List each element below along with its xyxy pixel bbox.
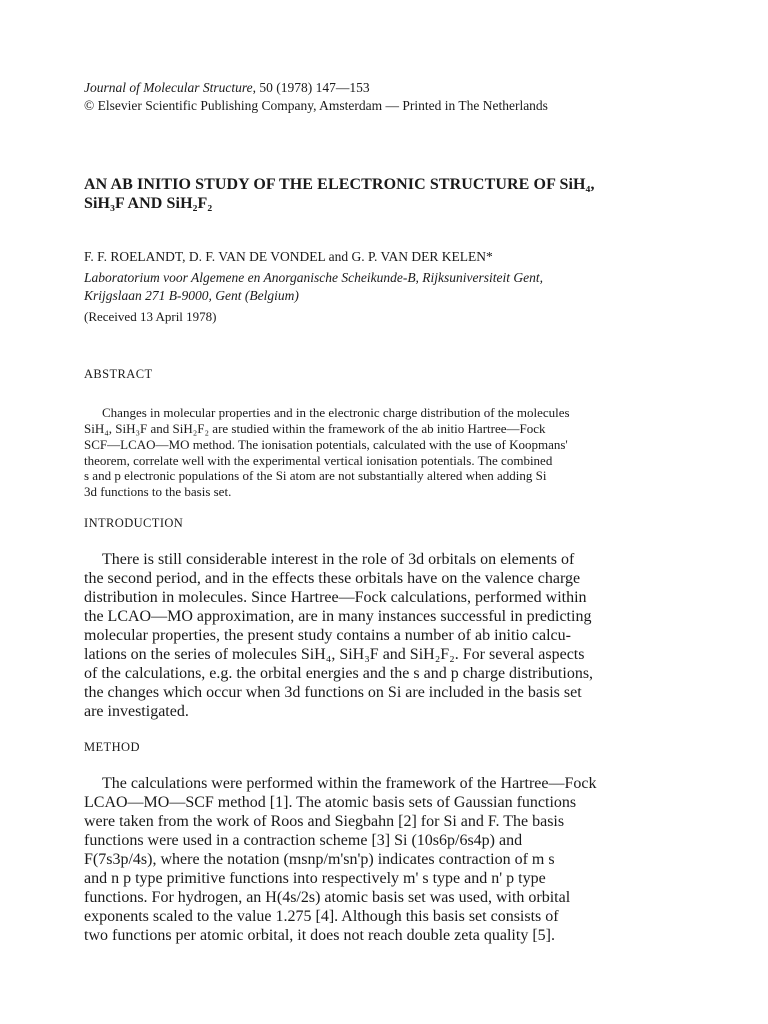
abstract-line: theorem, correlate well with the experimental vertical ionisation potentials. The combined bbox=[84, 453, 553, 468]
affiliation-line-1: Laboratorium voor Algemene en Anorganische Scheikunde-B, Rijksuniversiteit Gent, bbox=[84, 270, 544, 285]
method-line: LCAO—MO—SCF method [1]. The atomic basis sets of Gaussian functions bbox=[84, 794, 577, 811]
method-heading: METHOD bbox=[84, 740, 140, 754]
method-line: F(7s3p/4s), where the notation (msnp/m'sn'p) indicates contraction of m s bbox=[84, 851, 555, 868]
received-date: (Received 13 April 1978) bbox=[84, 309, 217, 324]
abstract-line: SiH₄, SiH₃F and SiH₂F₂ are studied within the framework of the ab initio Hartree—Fock bbox=[84, 421, 546, 436]
paper-title-line-2: SiH₃F AND SiH₂F₂ bbox=[84, 195, 213, 212]
introduction-line: distribution in molecules. Since Hartree—Fock calculations, performed within bbox=[84, 589, 587, 606]
method-line: two functions per atomic orbital, it does not reach double zeta quality [5]. bbox=[84, 927, 555, 944]
method-line: and n p type primitive functions into respectively m' s type and n' p type bbox=[84, 870, 546, 887]
copyright-line: © Elsevier Scientific Publishing Company, Amsterdam — Printed in The Netherlands bbox=[84, 98, 548, 113]
abstract-line: SCF—LCAO—MO method. The ionisation potentials, calculated with the use of Koopmans' bbox=[84, 437, 568, 452]
abstract-line: s and p electronic populations of the Si atom are not substantially altered when adding Si bbox=[84, 468, 547, 483]
journal-citation bbox=[84, 80, 370, 96]
method-line: The calculations were performed within the framework of the Hartree—Fock bbox=[102, 775, 597, 792]
abstract-line: 3d functions to the basis set. bbox=[84, 484, 232, 499]
introduction-line: the LCAO—MO approximation, are in many instances successful in predicting bbox=[84, 608, 592, 625]
paper-title-line-1: AN AB INITIO STUDY OF THE ELECTRONIC STRUCTURE OF SiH₄, bbox=[84, 176, 595, 193]
method-line: exponents scaled to the value 1.275 [4]. Although this basis set consists of bbox=[84, 908, 559, 925]
journal-name: Journal of Molecular Structure bbox=[84, 80, 253, 95]
affiliation-line-2: Krijgslaan 271 B-9000, Gent (Belgium) bbox=[84, 288, 299, 303]
abstract-line: Changes in molecular properties and in the electronic charge distribution of the molecules bbox=[102, 405, 570, 420]
introduction-line: the changes which occur when 3d functions on Si are included in the basis set bbox=[84, 684, 582, 701]
introduction-line: of the calculations, e.g. the orbital energies and the s and p charge distributions, bbox=[84, 665, 594, 682]
introduction-line: are investigated. bbox=[84, 703, 189, 720]
journal-volume-pages: , 50 (1978) 147—153 bbox=[252, 80, 370, 95]
method-line: functions. For hydrogen, an H(4s/2s) atomic basis set was used, with orbital bbox=[84, 889, 571, 906]
introduction-line: the second period, and in the effects these orbitals have on the valence charge bbox=[84, 570, 581, 587]
introduction-heading: INTRODUCTION bbox=[84, 516, 184, 530]
introduction-line: There is still considerable interest in the role of 3d orbitals on elements of bbox=[102, 551, 575, 568]
introduction-line: lations on the series of molecules SiH₄, SiH₃F and SiH₂F₂. For several aspects bbox=[84, 646, 585, 663]
author-list: F. F. ROELANDT, D. F. VAN DE VONDEL and G. P. VAN DER KELEN* bbox=[84, 249, 493, 264]
introduction-line: molecular properties, the present study contains a number of ab initio calcu- bbox=[84, 627, 571, 644]
method-line: functions were used in a contraction scheme [3] Si (10s6p/6s4p) and bbox=[84, 832, 523, 849]
abstract-heading: ABSTRACT bbox=[84, 367, 153, 381]
method-line: were taken from the work of Roos and Siegbahn [2] for Si and F. The basis bbox=[84, 813, 565, 830]
